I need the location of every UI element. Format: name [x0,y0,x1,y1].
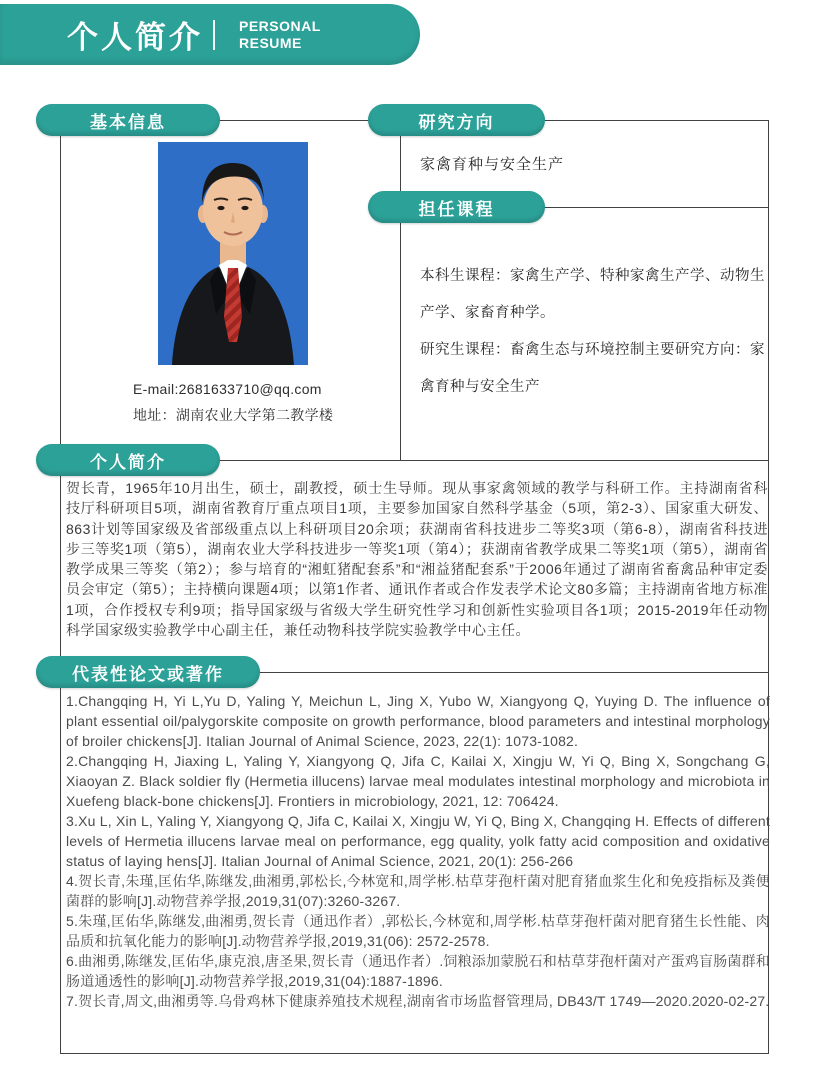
outer-border-left [60,120,61,1054]
publication-item: 4.贺长青,朱瑾,匡佑华,陈继发,曲湘勇,郭松长,今林宽和,周学彬.枯草芽孢杆菌对肥育猪血浆生化和免疫指标及粪便菌群的影响[J].动物营养学报,2019,31(07):3260-3267. [66,873,770,909]
address-text: 地址：湖南农业大学第二教学楼 [133,407,334,423]
page-subtitle-line1: PERSONAL [239,17,321,34]
portrait-photo-graphic [158,142,308,365]
courses-block [420,258,776,406]
profile-text: 贺长青，1965年10月出生，硕士，副教授，硕士生导师。现从事家禽领域的教学与科研工作。主持湖南省科技厅科研项目5项，湖南省教育厅重点项目1项，主要参加国家自然科学基金（5项，第2-3）、国家重大研发、863计划等国家级及省部级重点以上科研项目20余项；获湖南省科技进步二等奖3项（第6-8），湖南省科技进步三等奖1项（第5），湖南农业大学科技进步一等奖1项（第4）；获湖南省教学成果二等奖1项（第5），湖南省教学成果三等奖（第2）；参与培育的“湘虹猪配套系”和“湘益猪配套系”于2006年通过了湖南省畜禽品种审定委员会审定（第5）；主持横向课题4项；以第1作者、通讯作者或合作发表学术论文80多篇；主持湖南省地方标准1项，合作授权专利9项；指导国家级与省级大学生研究性学习和创新性实验项目各1项；2015-2019年任动物科学国家级实验教学中心副主任，兼任动物科技学院实验教学中心主任。 [66,480,768,639]
outer-border-bottom [60,1053,769,1054]
courses-badge: 担任课程 [368,191,545,223]
page-header-banner [0,4,420,65]
publication-item: 7.贺长青,周文,曲湘勇等.乌骨鸡林下健康养殖技术规程,湖南省市场监督管理局, DB43/T 1749—2020.2020-02-27. [66,993,770,1009]
research-direction-text: 家禽育种与安全生产 [420,156,565,173]
email-text: E-mail:2681633710@qq.com [133,381,322,397]
publication-item: 1.Changqing H, Yi L,Yu D, Yaling Y, Meichun L, Jing X, Yubo W, Xiangyong Q, Yuying D. The influence of plant essential oil/palygorskite composite on growth performance, blood parameters and intestinal morphology of broiler chickens[J]. Italian Journal of Animal Science, 2023, 22(1): 1073-1082. [66,693,770,749]
basic-info-badge: 基本信息 [36,104,220,136]
publication-item: 5.朱瑾,匡佑华,陈继发,曲湘勇,贺长青（通迅作者）,郭松长,今林宽和,周学彬.枯草芽孢杆菌对肥育猪生长性能、肉品质和抗氧化能力的影响[J].动物营养学报,2019,31(06): 2572-2578. [66,913,770,949]
page-subtitle-line2: RESUME [239,34,302,51]
page-subtitle [239,18,321,52]
publication-item: 6.曲湘勇,陈继发,匡佑华,康克浪,唐圣果,贺长青（通迅作者）.饲粮添加蒙脱石和枯草芽孢杆菌对产蛋鸡盲肠菌群和肠道通透性的影响[J].动物营养学报,2019,31(04):1887-1896. [66,953,771,989]
publication-item: 2.Changqing H, Jiaxing L, Yaling Y, Xiangyong Q, Jifa C, Kailai X, Xingju W, Yi Q, Bing X, Songchang G, Xiaoyan Z. Black soldier fly (Hermetia illucens) larvae meal modulates intestinal morphology and microbiota in Xuefeng black-bone chickens[J]. Frontiers in microbiology, 2021, 12: 706424. [66,753,770,809]
banner-divider [213,20,215,50]
publication-item: 3.Xu L, Xin L, Yaling Y, Xiangyong Q, Jifa C, Kailai X, Xingju W, Yi Q, Bing X, Changqing H. Effects of different levels of Hermetia illucens larvae meal on performance, egg quality, yolk fatty acid composition and oxidative status of laying hens[J]. Italian Journal of Animal Science, 2021, 20(1): 256-266 [66,813,770,869]
portrait-photo [158,142,308,365]
profile-badge: 个人简介 [36,444,220,476]
contact-block [133,376,333,428]
page-title: 个人简介 [67,20,203,55]
publications-badge: 代表性论文或著作 [36,656,260,688]
research-badge: 研究方向 [368,104,545,136]
column-divider [400,120,401,461]
graduate-courses-text: 研究生课程：畜禽生态与环境控制主要研究方向：家禽育种与安全生产 [420,342,765,395]
publications-list [66,691,770,1011]
undergrad-courses-text: 本科生课程：家禽生产学、特种家禽生产学、动物生产学、家畜育种学。 [420,268,765,321]
